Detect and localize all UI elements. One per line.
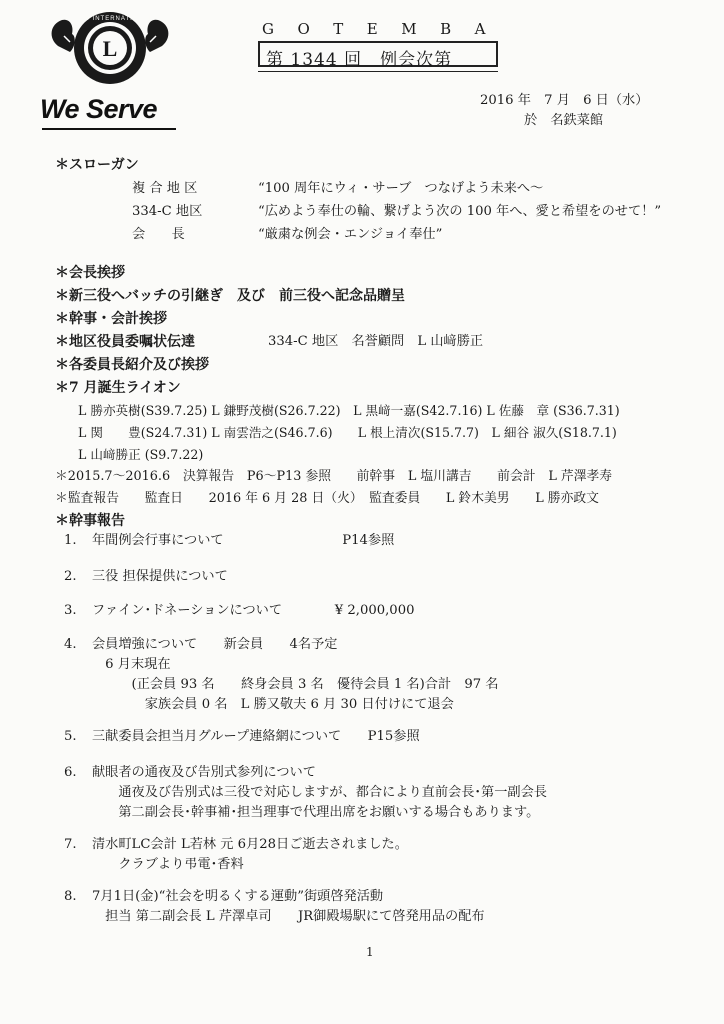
report-7-line-1: 清水町LC会計 L若林 元 6月28日ご逝去されました。: [92, 837, 408, 852]
report-6-line-3: 第二副会長･幹事補･担当理事で代理出席をお願いする場合もあります。: [92, 805, 540, 820]
report-no-5: 5.: [64, 729, 77, 744]
svg-text:L: L: [102, 36, 118, 61]
report-6-line-2: 通夜及び告別式は三役で対応しますが、都合により直前会長･第一副会長: [92, 785, 547, 800]
slogan-label-district: 複 合 地 区: [132, 181, 198, 196]
report-2-line-1: 三役 担保提供について: [92, 569, 228, 584]
report-8-line-1: 7月1日(金)“社会を明るくする運動”街頭啓発活動: [92, 889, 384, 904]
agenda-badge: ＊新三役へバッチの引継ぎ 及び 前三役へ記念品贈呈: [55, 288, 405, 304]
report-7-line-2: クラブより弔電･香料: [92, 857, 244, 872]
report-no-7: 7.: [64, 837, 77, 852]
agenda-district: ＊地区役員委嘱状伝達: [55, 334, 195, 350]
page-title: 第 1344 回 例会次第: [266, 50, 453, 70]
svg-text:LIONS INTERNATIONAL: LIONS INTERNATIONAL: [66, 16, 154, 22]
report-no-8: 8.: [64, 889, 77, 904]
report-1-line-1: 年間例会行事について P14参照: [92, 533, 395, 548]
report-3-line-1: ファイン･ドネーションについて ¥ 2,000,000: [92, 603, 415, 618]
agenda-secretary: ＊幹事・会計挨拶: [55, 311, 167, 327]
we-serve-text: We Serve: [40, 94, 158, 124]
meeting-date: 2016 年 7 月 6 日（水）: [480, 93, 649, 108]
club-name: GOTEMBA: [262, 20, 509, 38]
slogan-text-district: “100 周年にウィ・サーブ つなげよう未来へ～: [258, 181, 544, 196]
birthday-row-2: L 関 豊(S24.7.31) L 南雲浩之(S46.7.6) L 根上清次(S15.7.7) L 細谷 淑久(S18.7.1): [78, 425, 617, 440]
report-4-line-3: (正会員 93 名 終身会員 3 名 優待会員 1 名)合計 97 名: [92, 677, 499, 692]
slogan-label-president: 会 長: [132, 227, 185, 242]
slogan-text-president: “厳粛な例会・エンジョイ奉仕”: [258, 227, 443, 242]
agenda-report-heading: ＊幹事報告: [55, 513, 125, 529]
lions-logo: [40, 6, 180, 128]
lions-emblem-icon: [40, 6, 180, 96]
birthday-row-3: L 山﨑勝正 (S9.7.22): [78, 447, 204, 462]
page-number: 1: [366, 945, 374, 959]
report-no-1: 1.: [64, 533, 77, 548]
report-no-4: 4.: [64, 637, 77, 652]
report-4-line-2: 6 月末現在: [92, 657, 171, 672]
report-no-2: 2.: [64, 569, 77, 584]
agenda-birthday: ＊7 月誕生ライオン: [55, 380, 181, 396]
slogan-label-334c: 334-C 地区: [132, 204, 203, 219]
agenda-audit: ＊監査報告 監査日 2016 年 6 月 28 日（火） 監査委員 L 鈴木美男 L 勝亦政文: [55, 491, 599, 506]
agenda-financial: ＊2015.7～2016.6 決算報告 P6～P13 参照 前幹事 L 塩川講吉 前会計 L 芹澤孝寿: [55, 469, 613, 484]
report-no-6: 6.: [64, 765, 77, 780]
report-8-line-2: 担当 第二副会長 L 芹澤卓司 JR御殿場駅にて啓発用品の配布: [92, 909, 485, 924]
we-serve-underline: [42, 128, 176, 130]
meeting-venue: 於 名鉄菜館: [524, 113, 604, 128]
report-no-3: 3.: [64, 603, 77, 618]
birthday-row-1: L 勝亦英樹(S39.7.25) L 鎌野茂樹(S26.7.22) L 黒﨑一嘉(S42.7.16) L 佐藤 章 (S36.7.31): [78, 403, 620, 418]
agenda-chairs: ＊各委員長紹介及び挨拶: [55, 357, 209, 373]
title-underline: [258, 68, 498, 72]
slogan-text-334c: “広めよう奉仕の輪、繋げよう次の 100 年へ、愛と希望をのせて！”: [258, 204, 662, 219]
slogan-heading: ＊スローガン: [55, 157, 139, 173]
page-title-box: [258, 41, 498, 70]
report-4-line-4: 家族会員 0 名 L 勝又敬夫 6 月 30 日付けにて退会: [92, 697, 454, 712]
report-5-line-1: 三献委員会担当月グループ連絡網について P15参照: [92, 729, 420, 744]
report-4-line-1: 会員増強について 新会員 4名予定: [92, 637, 338, 652]
agenda-greeting: ＊会長挨拶: [55, 265, 125, 281]
report-6-line-1: 献眼者の通夜及び告別式参列について: [92, 765, 316, 780]
agenda-district-detail: 334-C 地区 名誉顧問 L 山﨑勝正: [268, 334, 484, 349]
